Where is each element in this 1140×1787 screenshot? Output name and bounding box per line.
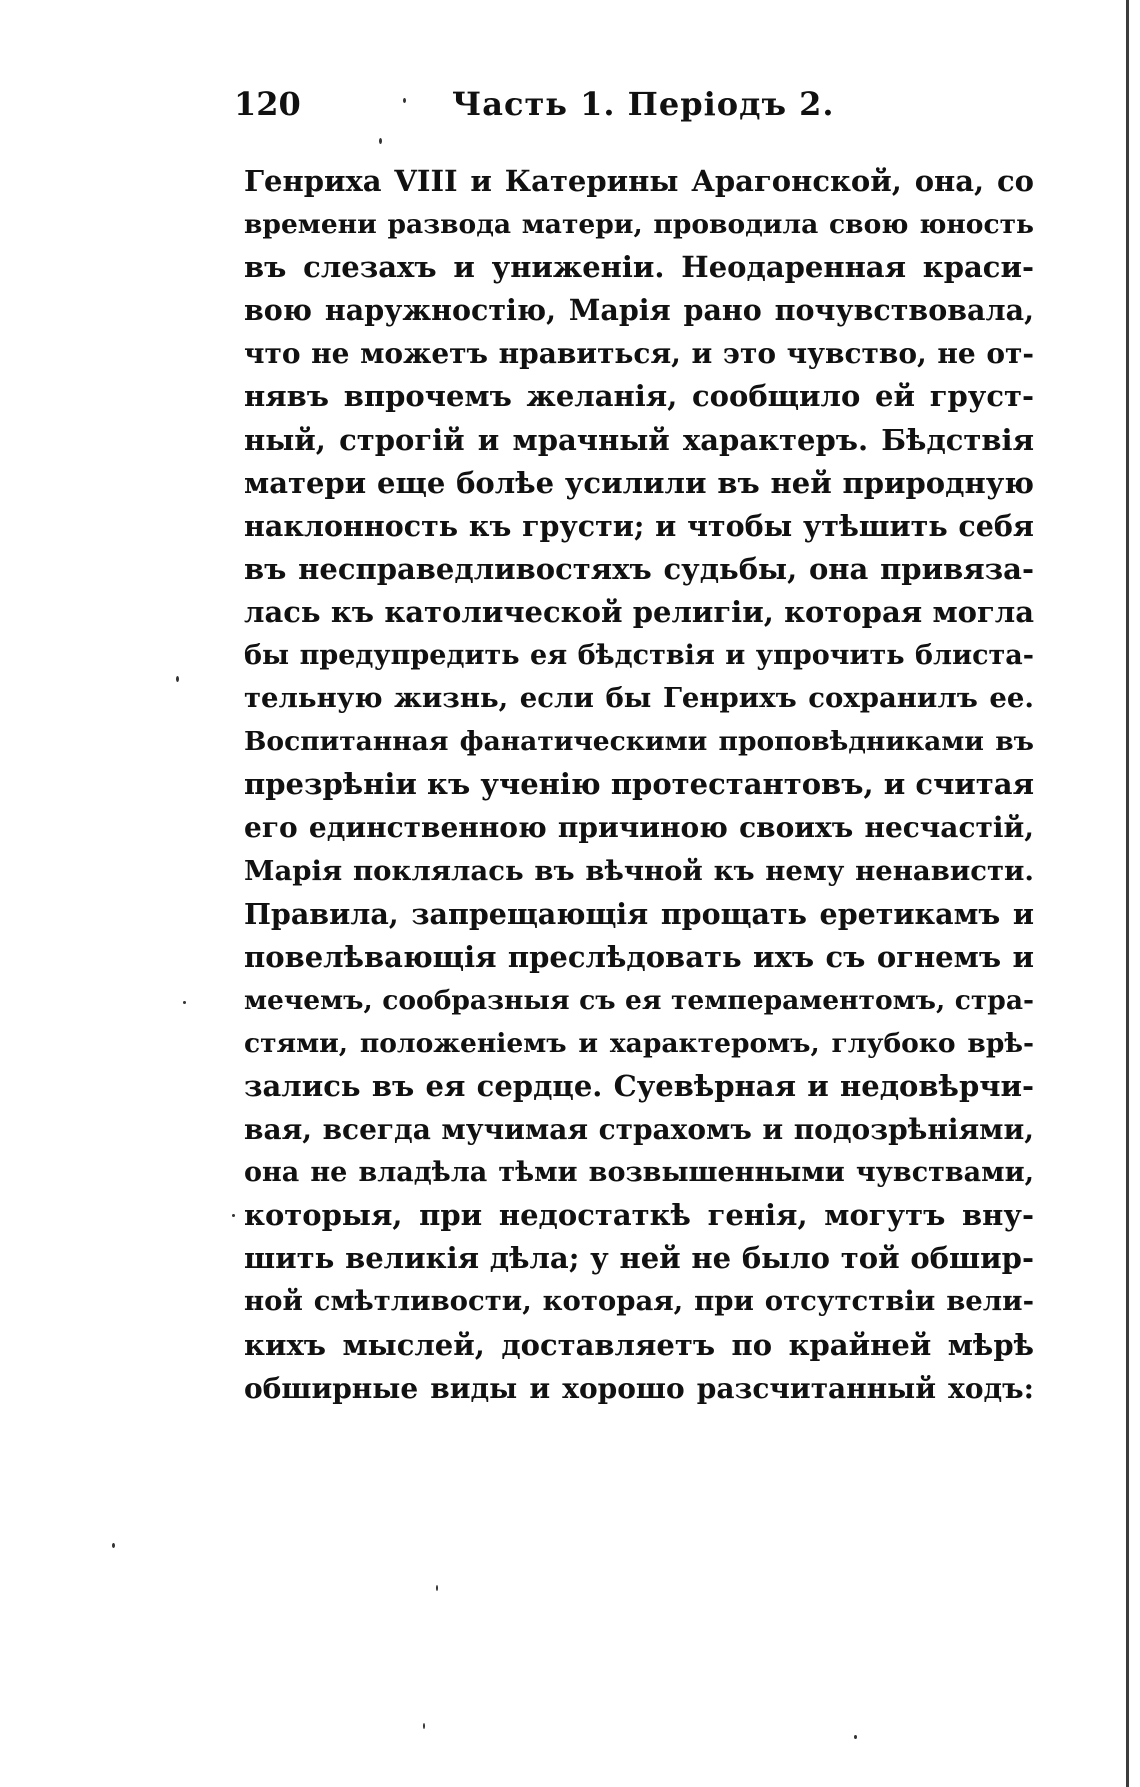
text-line: бы предупредить ея бѣдствiя и упрочить блиста- <box>244 640 1034 672</box>
text-line: матери еще болѣе усилили въ ней природную <box>244 465 1034 500</box>
body-text <box>244 160 1034 1410</box>
scan-speck <box>183 1001 186 1004</box>
text-line: что не можетъ нравиться, и это чувство, не от- <box>244 337 1034 371</box>
text-line: ной смѣтливости, которая, при отсутствiи вели- <box>244 1285 1034 1318</box>
text-line: времени развода матери, проводила свою юность <box>244 209 1034 241</box>
text-line: Марiя поклялась въ вѣчной къ нему ненависти. <box>244 854 1034 887</box>
text-line: ный, строгiй и мрачный характеръ. Бѣдствiя <box>244 422 1034 457</box>
scan-speck <box>403 98 406 103</box>
text-line: обширные виды и хорошо разсчитанный ходъ: <box>244 1371 1034 1405</box>
running-head: Часть 1. Перiодъ 2. <box>452 85 835 123</box>
page-header <box>234 74 1034 134</box>
scan-speck <box>176 676 179 682</box>
text-line: въ несправедливостяхъ судьбы, она привяза- <box>244 551 1034 586</box>
scan-speck <box>436 1585 438 1591</box>
text-line: тельную жизнь, если бы Генрихъ сохранилъ ее. <box>244 682 1034 715</box>
text-line: въ слезахъ и униженiи. Неодаренная краси- <box>244 250 1034 285</box>
text-line: Правила, запрещающiя прощать еретикамъ и <box>244 896 1034 931</box>
text-line: наклонность къ грусти; и чтобы утѣшить себя <box>244 508 1034 543</box>
text-line: вая, всегда мучимая страхомъ и подозрѣнiями, <box>244 1113 1034 1147</box>
text-line: она не владѣла тѣми возвышенными чувствами, <box>244 1157 1034 1189</box>
text-line: Генриха VIII и Катерины Арагонской, она, со <box>244 164 1034 198</box>
text-line: стями, положенiемъ и характеромъ, глубоко врѣ- <box>244 1027 1034 1059</box>
text-line: лась къ католической религiи, которая могла <box>244 594 1034 629</box>
scan-speck <box>854 1735 857 1739</box>
text-line: презрѣнiи къ ученiю протестантовъ, и считая <box>244 767 1034 802</box>
text-line: нявъ впрочемъ желанiя, сообщило ей груст- <box>244 379 1034 414</box>
scan-speck <box>232 1214 235 1217</box>
text-line: кихъ мыслей, доставляетъ по крайней мѣрѣ <box>244 1327 1034 1362</box>
text-line: его единственною причиною своихъ несчастiй, <box>244 811 1034 845</box>
page-edge-shadow <box>1126 0 1129 1787</box>
text-line: Воспитанная фанатическими проповѣдниками въ <box>244 726 1034 758</box>
text-line: зались въ ея сердце. Суевѣрная и недовѣрчи- <box>244 1068 1034 1103</box>
scan-speck <box>379 138 382 144</box>
text-line: вою наружностiю, Марiя рано почувствовала, <box>244 293 1034 328</box>
text-line: мечемъ, сообразныя съ ея темпераментомъ, стра- <box>244 984 1034 1016</box>
text-line: повелѣвающiя преслѣдовать ихъ съ огнемъ и <box>244 939 1034 974</box>
text-line: которыя, при недостаткѣ генiя, могутъ вну- <box>244 1198 1034 1233</box>
text-line: шить великiя дѣла; у ней не было той обшир- <box>244 1241 1034 1276</box>
page-number: 120 <box>234 85 301 123</box>
scan-speck <box>423 1723 425 1729</box>
scan-speck <box>112 1543 115 1548</box>
